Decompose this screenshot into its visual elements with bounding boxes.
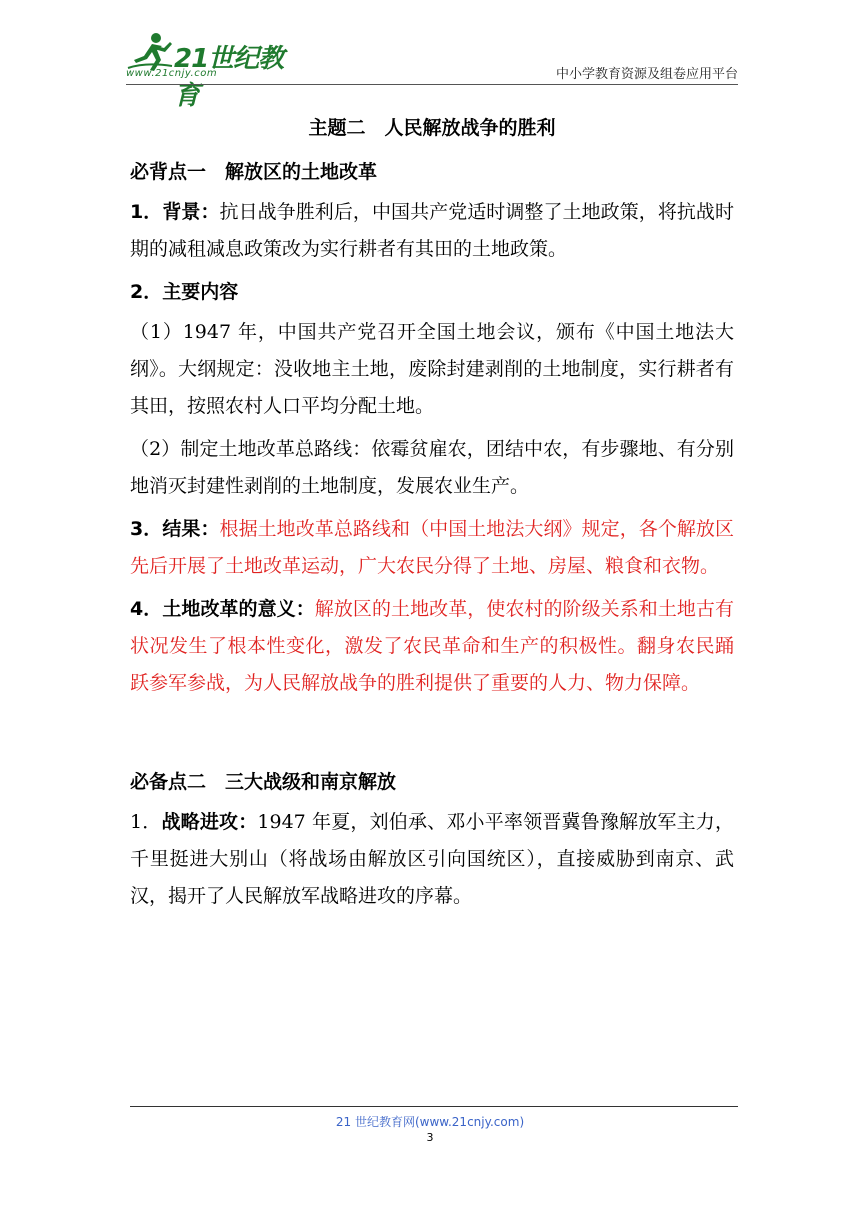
section1-heading: 必背点一 解放区的土地改革 xyxy=(130,161,378,183)
header-tagline: 中小学教育资源及组卷应用平台 xyxy=(555,67,738,82)
page-header xyxy=(126,30,738,111)
background-label: 1．背景： xyxy=(130,201,220,223)
logo-url: www.21cnjy.com xyxy=(126,68,218,79)
item-number: 1． xyxy=(130,811,162,833)
main-content-heading: 2．主要内容 xyxy=(130,281,239,303)
section1-result xyxy=(130,511,734,585)
main-content-item-1: （1）1947 年，中国共产党召开全国土地会议，颁布《中国土地法大纲》。大纲规定：没收地主土地，废除封建剥削的土地制度，实行耕者有其田，按照农村人口平均分配土地。 xyxy=(130,321,734,417)
footer-site-link[interactable]: 21 世纪教育网(www.21cnjy.com) xyxy=(335,1115,525,1129)
section1-background xyxy=(130,194,734,268)
page-number: 3 xyxy=(426,1131,434,1144)
strategic-offensive-text: 1947 年夏，刘伯承、邓小平率领晋冀鲁豫解放军主力，千里挺进大别山（将战场由解放区引向国统区），直接威胁到南京、武汉，揭开了人民解放军战略进攻的序幕。 xyxy=(130,811,734,907)
section2-heading: 必备点二 三大战级和南京解放 xyxy=(130,771,397,793)
section1-significance xyxy=(130,591,734,702)
background-text: 抗日战争胜利后，中国共产党适时调整了土地政策，将抗战时期的减租减息政策改为实行耕者有其田的土地政策。 xyxy=(130,201,734,260)
logo xyxy=(126,30,286,111)
main-content-item-2: （2）制定土地改革总路线：依霉贫雇农，团结中农，有步骤地、有分别地消灭封建性剥削的土地制度，发展农业生产。 xyxy=(130,438,734,497)
strategic-offensive-label: 战略进攻： xyxy=(161,811,258,833)
result-label: 3．结果： xyxy=(130,518,220,540)
page-title: 主题二 人民解放战争的胜利 xyxy=(308,117,556,139)
header-divider xyxy=(126,84,738,85)
spacer xyxy=(130,708,734,764)
runner-logo-icon xyxy=(126,32,174,72)
significance-text: 解放区的土地改革，使农村的阶级关系和土地古有状况发生了根本性变化，激发了农民革命和生产的积极性。翻身农民踊跃参军参战，为人民解放战争的胜利提供了重要的人力、物力保障。 xyxy=(130,598,734,694)
significance-label: 4．土地改革的意义： xyxy=(130,598,315,620)
result-text: 根据土地改革总路线和（中国土地法大纲》规定，各个解放区先后开展了土地改革运动，广大农民分得了土地、房屋、粮食和衣物。 xyxy=(130,518,734,577)
section2-strategic-offensive xyxy=(130,804,734,915)
footer-divider xyxy=(130,1106,738,1107)
logo-text: 21世纪教育 xyxy=(174,44,284,111)
document-body xyxy=(130,110,734,921)
